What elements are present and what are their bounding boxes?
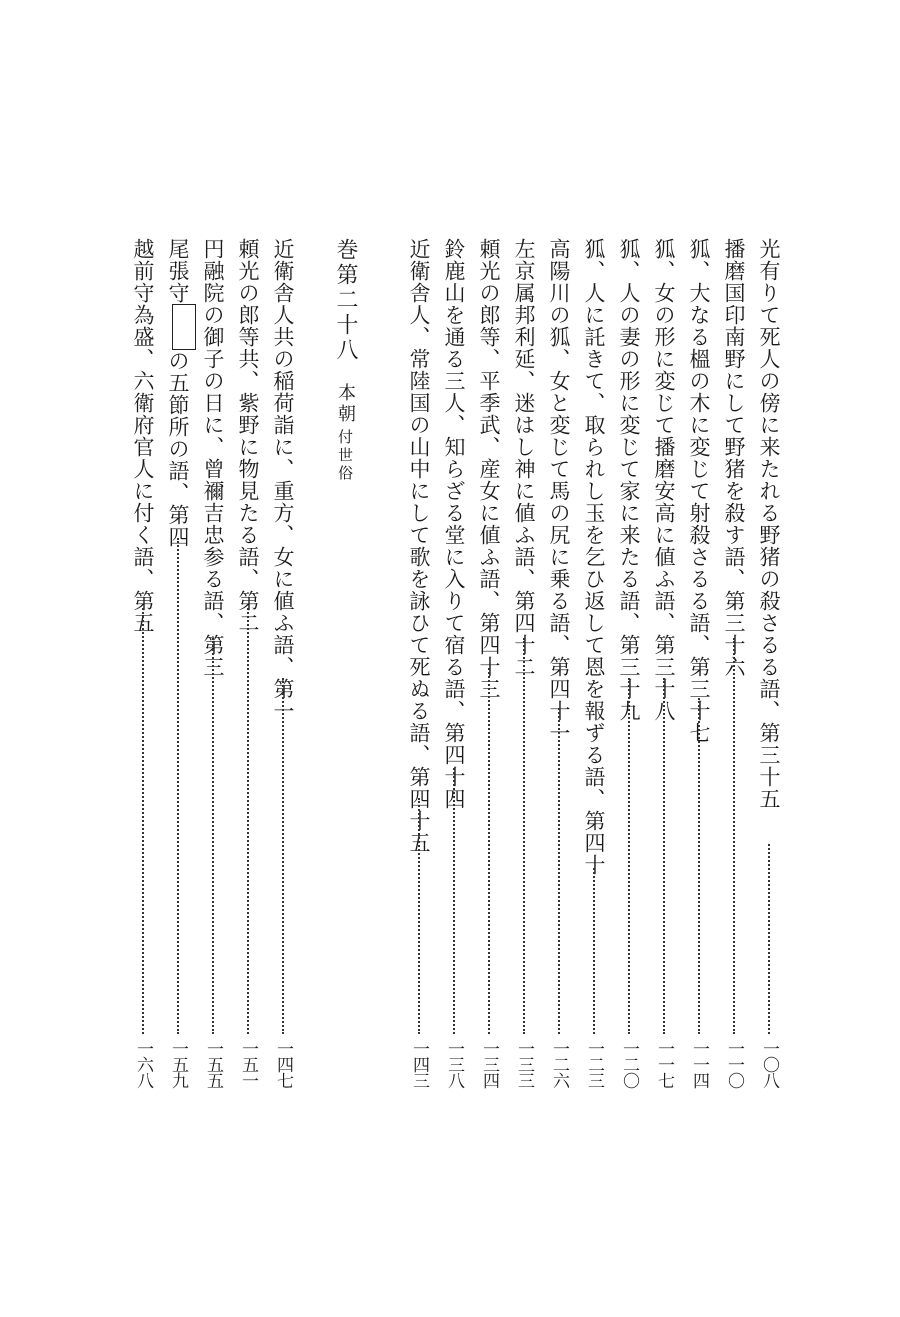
toc-entry[interactable] bbox=[474, 238, 504, 1088]
toc-entry[interactable] bbox=[128, 238, 158, 1088]
toc-entry[interactable] bbox=[614, 238, 644, 1088]
entry-title: 円融院の御子の日に、曾禰吉忠参る語、第三 bbox=[201, 238, 225, 678]
entry-page-number: 一五一 bbox=[238, 1040, 258, 1088]
toc-entry[interactable] bbox=[579, 238, 609, 1088]
entry-page-number: 一三三 bbox=[514, 1040, 534, 1088]
entry-page-number: 一五五 bbox=[203, 1040, 223, 1088]
entry-page-number: 一四三 bbox=[409, 1040, 429, 1088]
volume-subtitle: 本朝 bbox=[335, 383, 356, 425]
entry-page-number: 一二三 bbox=[584, 1040, 604, 1088]
toc-entry[interactable] bbox=[268, 238, 298, 1088]
entry-page-number: 一一七 bbox=[654, 1040, 674, 1088]
dot-leader bbox=[733, 638, 737, 1034]
toc-entry[interactable] bbox=[719, 238, 749, 1088]
entry-title: 狐、大なる榲の木に変じて射殺さるる語、第三十七 bbox=[687, 238, 711, 744]
dot-leader bbox=[488, 668, 492, 1034]
dot-leader bbox=[558, 708, 562, 1034]
toc-entry[interactable] bbox=[544, 238, 574, 1088]
toc-entry[interactable] bbox=[684, 238, 714, 1088]
toc-entry[interactable] bbox=[754, 238, 784, 1088]
entry-page-number: 一三四 bbox=[479, 1040, 499, 1088]
entry-title: 光有りて死人の傍に来たれる野猪の殺さるる語、第三十五 bbox=[757, 238, 781, 810]
toc-entry[interactable] bbox=[439, 238, 469, 1088]
dot-leader bbox=[142, 608, 146, 1034]
entry-title bbox=[163, 238, 196, 548]
dot-leader bbox=[453, 768, 457, 1034]
entry-page-number: 一一〇 bbox=[724, 1040, 744, 1088]
dot-leader bbox=[593, 868, 597, 1034]
entry-page-number: 一二〇 bbox=[619, 1040, 639, 1088]
entry-title: 狐、人に託きて、取られし玉を乞ひ返して恩を報ずる語、第四十 bbox=[582, 238, 606, 876]
entry-title: 狐、人の妻の形に変じて家に来たる語、第三十九 bbox=[617, 238, 641, 722]
entry-page-number: 一五九 bbox=[168, 1040, 188, 1088]
dot-leader bbox=[282, 678, 286, 1034]
entry-title: 高陽川の狐、女と変じて馬の尻に乗る語、第四十一 bbox=[547, 238, 571, 744]
dot-leader bbox=[663, 678, 667, 1034]
toc-entry[interactable] bbox=[649, 238, 679, 1088]
blank-name-box bbox=[172, 304, 196, 350]
dot-leader bbox=[698, 698, 702, 1034]
entry-page-number: 一〇八 bbox=[759, 1040, 779, 1088]
entry-title-part: の五節所の語、第四 bbox=[166, 350, 190, 548]
entry-title: 狐、女の形に変じて播磨安高に値ふ語、第三十八 bbox=[652, 238, 676, 722]
entry-title: 越前守為盛、六衛府官人に付く語、第五 bbox=[131, 238, 155, 634]
volume-subtitle-note: 付世俗 bbox=[336, 429, 354, 483]
entry-page-number: 一四七 bbox=[273, 1040, 293, 1088]
toc-entry[interactable] bbox=[198, 238, 228, 1088]
entry-page-number: 一六八 bbox=[133, 1040, 153, 1088]
dot-leader bbox=[212, 638, 216, 1034]
dot-leader bbox=[247, 608, 251, 1034]
dot-leader bbox=[768, 844, 772, 1034]
toc-entry[interactable] bbox=[509, 238, 539, 1088]
toc-entry[interactable] bbox=[233, 238, 263, 1088]
entry-title-part: 尾張守 bbox=[166, 238, 190, 304]
entry-title: 播磨国印南野にして野猪を殺す語、第三十六 bbox=[722, 238, 746, 678]
dot-leader bbox=[418, 798, 422, 1034]
volume-heading bbox=[330, 238, 360, 538]
entry-title: 鈴鹿山を通る三人、知らざる堂に入りて宿る語、第四十四 bbox=[442, 238, 466, 810]
dot-leader bbox=[177, 538, 181, 1034]
volume-title: 巻第二十八 bbox=[333, 238, 358, 363]
entry-page-number: 一二六 bbox=[549, 1040, 569, 1088]
toc-entry[interactable] bbox=[163, 238, 193, 1088]
entry-title: 頼光の郎等共、紫野に物見たる語、第二 bbox=[236, 238, 260, 634]
entry-title: 近衛舎人、常陸国の山中にして歌を詠ひて死ぬる語、第四十五 bbox=[407, 238, 431, 854]
entry-page-number: 一一四 bbox=[689, 1040, 709, 1088]
dot-leader bbox=[523, 638, 527, 1034]
toc-entry[interactable] bbox=[404, 238, 434, 1088]
entry-page-number: 一三八 bbox=[444, 1040, 464, 1088]
entry-title: 左京属邦利延、迷はし神に値ふ語、第四十二 bbox=[512, 238, 536, 678]
dot-leader bbox=[628, 678, 632, 1034]
entry-title: 近衛舎人共の稲荷詣に、重方、女に値ふ語、第一 bbox=[271, 238, 295, 722]
entry-title: 頼光の郎等、平季武、産女に値ふ語、第四十三 bbox=[477, 238, 501, 700]
